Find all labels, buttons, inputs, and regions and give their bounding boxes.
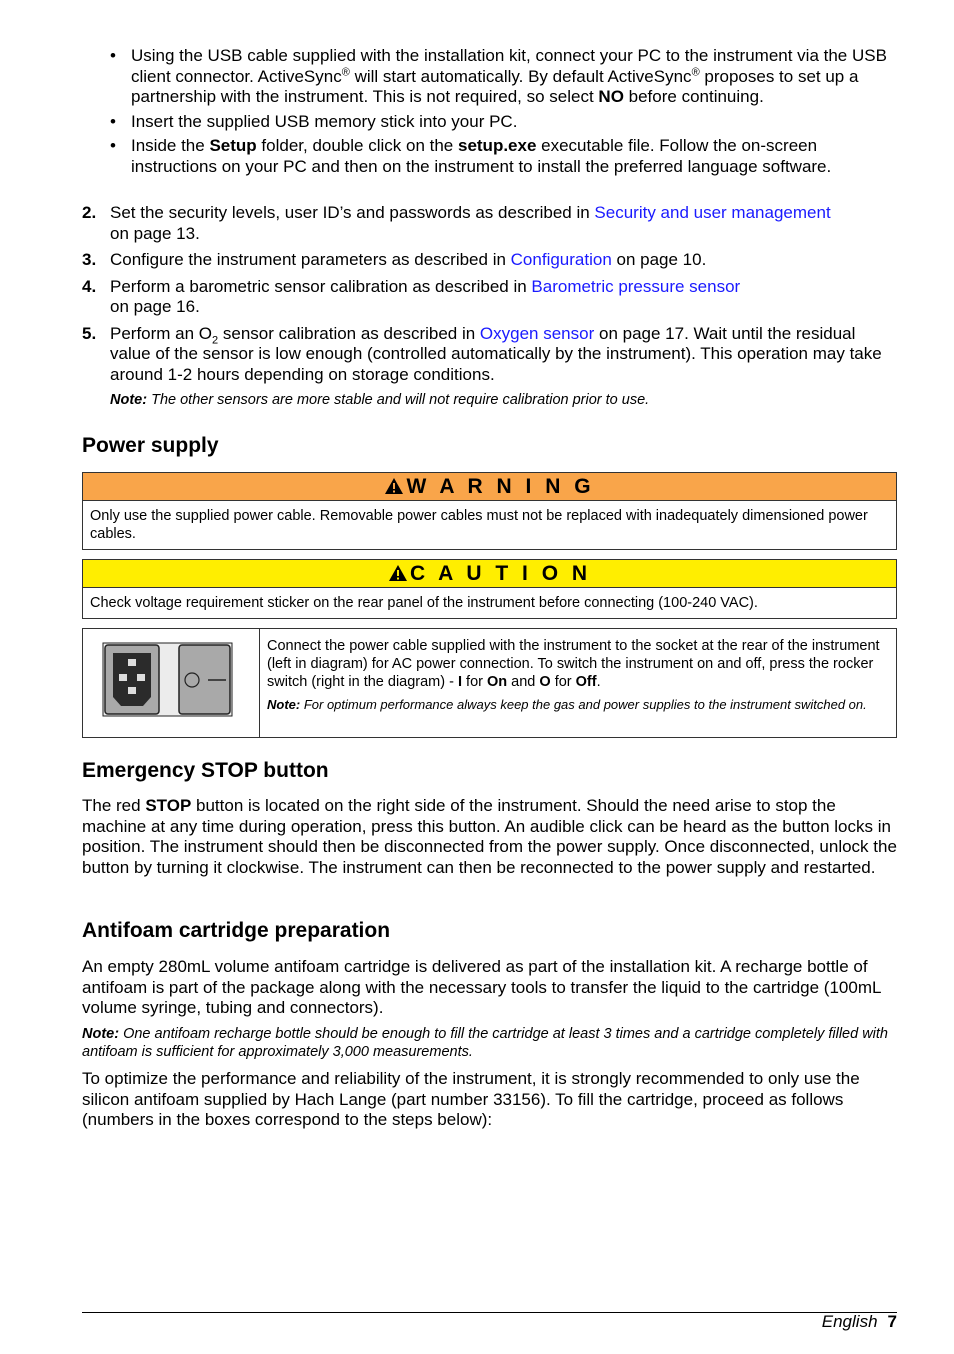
footer-language: English — [821, 1312, 878, 1331]
step-number: 3. — [82, 250, 97, 269]
warning-header — [83, 473, 896, 501]
warning-text: Only use the supplied power cable. Removable power cables must not be replaced with inadequately dimensioned power cables. — [90, 508, 868, 542]
step-3: 3. Configure the instrument parameters as described in Configuration on page 10. — [82, 250, 707, 269]
power-description: Connect the power cable supplied with the instrument to the socket at the rear of the instrument (left in diagram) for AC power connection. To switch the instrument on and off, press the rocker switch (right in the diagram) - I for On and O for Off. — [267, 638, 880, 690]
bullet-marker: • — [110, 136, 116, 155]
power-diagram-cell — [83, 629, 260, 737]
caution-title: C A U T I O N — [409, 562, 592, 585]
list-item — [110, 112, 900, 133]
caution-text: Check voltage requirement sticker on the rear panel of the instrument before connecting (100-240 VAC). — [90, 595, 758, 611]
link-security-user-management[interactable]: Security and user management — [594, 203, 831, 222]
step-5: 5. Perform an $O_2$ sensor calibration as described in Oxygen sensor on page 17. Wait until the residual value of the sensor is low enough (controlled automatically by the instrument). This operation may take around 1-2 hours depending on storage conditions. Note: The other sensors are more stable and will not require calibration prior to use. — [82, 324, 897, 410]
bullet-text-usb: Using the USB cable supplied with the installation kit, connect your PC to the instrument via the USB client connector. ActiveSync® will start automatically. By default ActiveSync® proposes to set up a partnership with the instrument. This is not required, so select NO before continuing. — [131, 46, 887, 106]
warning-title: W A R N I N G — [406, 475, 595, 498]
antifoam-heading: Antifoam cartridge preparation — [82, 919, 391, 942]
power-supply-heading: Power supply — [82, 434, 219, 457]
bullet-marker: • — [110, 111, 116, 131]
link-barometric-pressure-sensor[interactable]: Barometric pressure sensor — [531, 276, 741, 296]
step-number: 5. — [82, 323, 97, 343]
install-steps-list — [82, 203, 897, 415]
link-configuration[interactable]: Configuration — [510, 250, 612, 269]
bullet-text-setup: Inside the Setup folder, double click on the setup.exe executable file. Follow the on-screen instructions on your PC and then on the instrument to install the preferred language software. — [131, 136, 832, 176]
power-socket-switch-diagram — [83, 629, 259, 737]
list-item — [110, 136, 900, 177]
power-note: Note: For optimum performance always keep the gas and power supplies to the instrument switched on. — [267, 697, 867, 712]
list-item — [110, 46, 900, 108]
step-2: 2. Set the security levels, user ID’s and passwords as described in Security and user management on page 13. — [82, 203, 831, 243]
caution-triangle-icon — [388, 564, 408, 582]
step-4: 4. Perform a barometric sensor calibration as described in Barometric pressure sensor on page 16. — [82, 276, 741, 316]
caution-header — [83, 560, 896, 588]
warning-box — [82, 472, 897, 550]
step-number: 4. — [82, 276, 97, 296]
footer-divider — [82, 1312, 897, 1313]
antifoam-note: Note: One antifoam recharge bottle should be enough to fill the cartridge at least 3 times and a cartridge completely filled with antifoam is sufficient for approximately 3,000 measurements. — [82, 1026, 888, 1060]
link-oxygen-sensor[interactable]: Oxygen sensor — [479, 323, 595, 343]
bullet-marker: • — [110, 46, 116, 65]
power-connection-table — [82, 628, 897, 738]
emergency-stop-heading: Emergency STOP button — [82, 759, 329, 782]
page-number: 7 — [887, 1312, 897, 1331]
step-number: 2. — [82, 203, 97, 222]
page-footer — [822, 1312, 897, 1332]
calibration-note: Note: The other sensors are more stable and will not require calibration prior to use. — [110, 392, 650, 408]
power-description-cell — [267, 637, 887, 713]
antifoam-paragraph-1: An empty 280mL volume antifoam cartridge is delivered as part of the installation kit. A recharge bottle of antifoam is part of the package along with the necessary tools to transfer the liquid to the cartridge (100mL volume syringe, tubing and connectors). — [82, 957, 881, 1017]
bullet-text-memory-stick: Insert the supplied USB memory stick into your PC. — [131, 111, 518, 131]
emergency-stop-paragraph: The red STOP button is located on the right side of the instrument. Should the need arise to stop the machine at any time during operation, press this button. An audible click can be heard as the button locks in position. The instrument should then be disconnected from the power supply. Once disconnected, unlock the button by turning it clockwise. The instrument can then be reconnected to the power supply and restarted. — [82, 796, 897, 877]
caution-box — [82, 559, 897, 619]
install-bullet-list — [110, 46, 900, 181]
antifoam-paragraph-2: To optimize the performance and reliability of the instrument, it is strongly recommended to only use the silicon antifoam supplied by Hach Lange (part number 33156). To fill the cartridge, proceed as follows (numbers in the boxes correspond to the steps below): — [82, 1069, 860, 1129]
warning-triangle-icon — [384, 477, 404, 495]
